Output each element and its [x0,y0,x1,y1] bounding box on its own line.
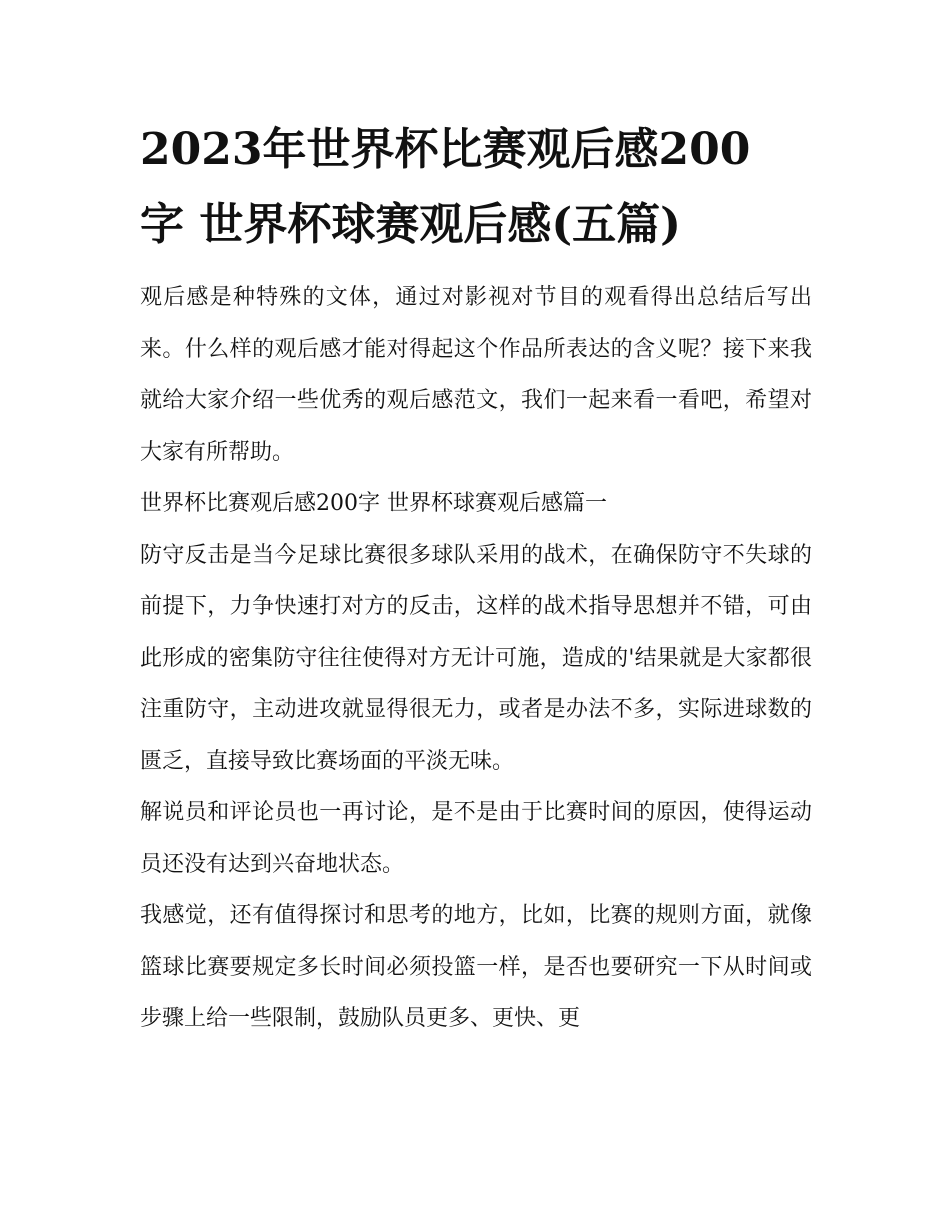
intro-paragraph: 观后感是种特殊的文体，通过对影视对节目的观看得出总结后写出来。什么样的观后感才能对得起这个作品所表达的含义呢？接下来我就给大家介绍一些优秀的观后感范文，我们一起来看一看吧，希望对大家有所帮助。 [140,285,812,465]
body-paragraph: 解说员和评论员也一再讨论，是不是由于比赛时间的原因，使得运动员还没有达到兴奋地状态。 [140,800,812,877]
title-line-1: 2023年世界杯比赛观后感200 [140,124,751,175]
document-content [140,112,812,1045]
section-heading: 世界杯比赛观后感200字 世界杯球赛观后感篇一 [140,491,607,516]
document-title [140,112,812,262]
title-line-2: 字 世界杯球赛观后感(五篇) [140,199,681,250]
body-paragraph: 我感觉，还有值得探讨和思考的地方，比如，比赛的规则方面，就像篮球比赛要规定多长时间必须投篮一样，是否也要研究一下从时间或步骤上给一些限制，鼓励队员更多、更快、更 [140,903,812,1031]
body-paragraph: 防守反击是当今足球比赛很多球队采用的战术，在确保防守不失球的前提下，力争快速打对方的反击，这样的战术指导思想并不错，可由此形成的密集防守往往使得对方无计可施，造成的'结果就是大家都很注重防守，主动进攻就显得很无力，或者是办法不多，实际进球数的匮乏，直接导致比赛场面的平淡无味。 [140,542,812,774]
